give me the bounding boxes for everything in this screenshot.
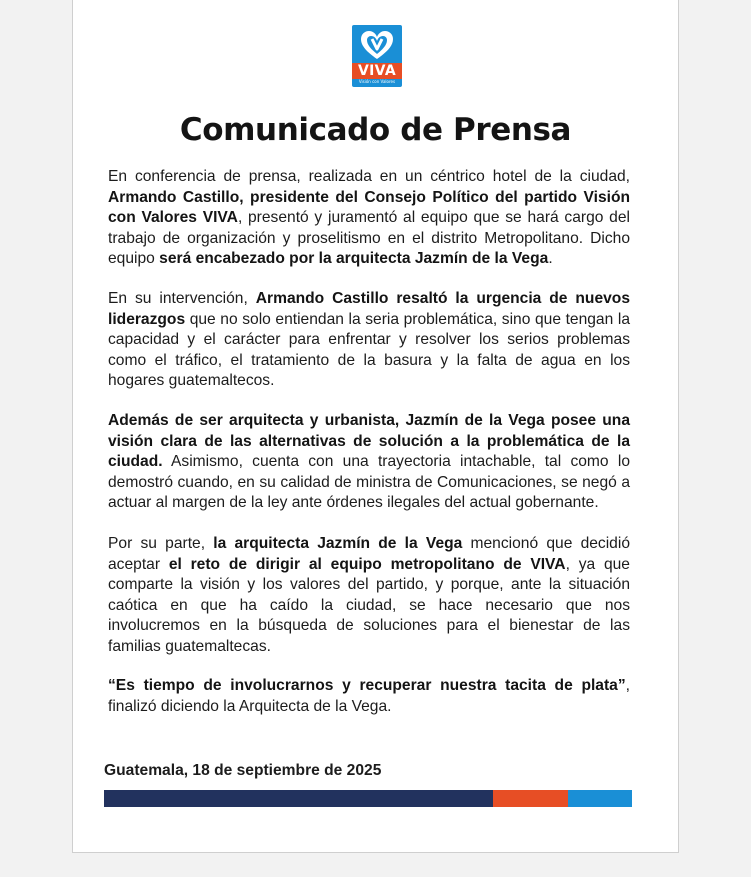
- footer-bar-blue: [568, 790, 632, 807]
- paragraph-3: [108, 411, 630, 514]
- paragraph-bold-text: la arquitecta Jazmín de la Vega: [213, 535, 463, 552]
- paragraph-bold-text: Armando Castillo resaltó la urgencia de nuevos liderazgos: [108, 290, 630, 328]
- paragraph-text: .: [548, 250, 553, 267]
- paragraph-bold-text: Además de ser arquitecta y urbanista, Jazmín de la Vega posee una visión clara de las alternativas de solución a la problemática de la ciudad.: [108, 412, 630, 470]
- paragraph-4: [108, 534, 630, 657]
- page-title: Comunicado de Prensa: [179, 112, 572, 148]
- paragraph-bold-text: el reto de dirigir al equipo metropolitano de VIVA: [168, 555, 566, 573]
- viva-logo: [352, 25, 402, 87]
- paragraph-text: , ya que comparte la visión y los valores del partido, y porque, ante la situación caótica en que ha caído la ciudad, se hace necesario que nos involucremos en la búsqueda de soluciones para el bienestar de las familias guatemaltecas.: [108, 555, 630, 655]
- press-release-page: [72, 0, 679, 853]
- date-line: Guatemala, 18 de septiembre de 2025: [104, 762, 382, 779]
- logo-word: VIVA: [358, 63, 396, 79]
- paragraph-2: [108, 289, 630, 392]
- footer-bar-navy: [104, 790, 493, 807]
- paragraph-1: [108, 167, 630, 270]
- quote-text: “Es tiempo de involucrarnos y recuperar nuestra tacita de plata”: [108, 677, 626, 694]
- paragraph-text: En conferencia de prensa, realizada en un céntrico hotel de la ciudad,: [108, 168, 630, 185]
- paragraph-text: En su intervención,: [108, 290, 256, 307]
- paragraph-bold-text: Armando Castillo, presidente del Consejo Político del partido Visión con Valores VIVA: [108, 188, 630, 226]
- paragraph-text: que no solo entiendan la seria problemática, sino que tengan la capacidad y el carácter para enfrentar y resolver los serios problemas como el tráfico, el tratamiento de la basura y la falta de agua en los hogares guatemaltecos.: [108, 310, 630, 389]
- paragraph-text: , presentó y juramentó al equipo que se hará cargo del trabajo de organización y proselitismo en el distrito Metropolitano. Dicho equipo: [108, 209, 630, 267]
- paragraph-text: Por su parte,: [108, 535, 214, 552]
- footer-bar-orange: [493, 790, 568, 807]
- paragraph-text: , finalizó diciendo la Arquitecta de la Vega.: [108, 677, 630, 715]
- paragraph-text: mencionó que decidió aceptar: [108, 535, 630, 573]
- logo-tagline: Visión con Valores: [358, 79, 396, 84]
- paragraph-bold-text: será encabezado por la arquitecta Jazmín de la Vega: [159, 250, 549, 267]
- paragraph-5-quote: [108, 676, 630, 717]
- paragraph-text: Asimismo, cuenta con una trayectoria intachable, tal como lo demostró cuando, en su calidad de ministra de Comunicaciones, se negó a actuar al margen de la ley ante órdenes ilegales del actual gobernante.: [108, 453, 630, 511]
